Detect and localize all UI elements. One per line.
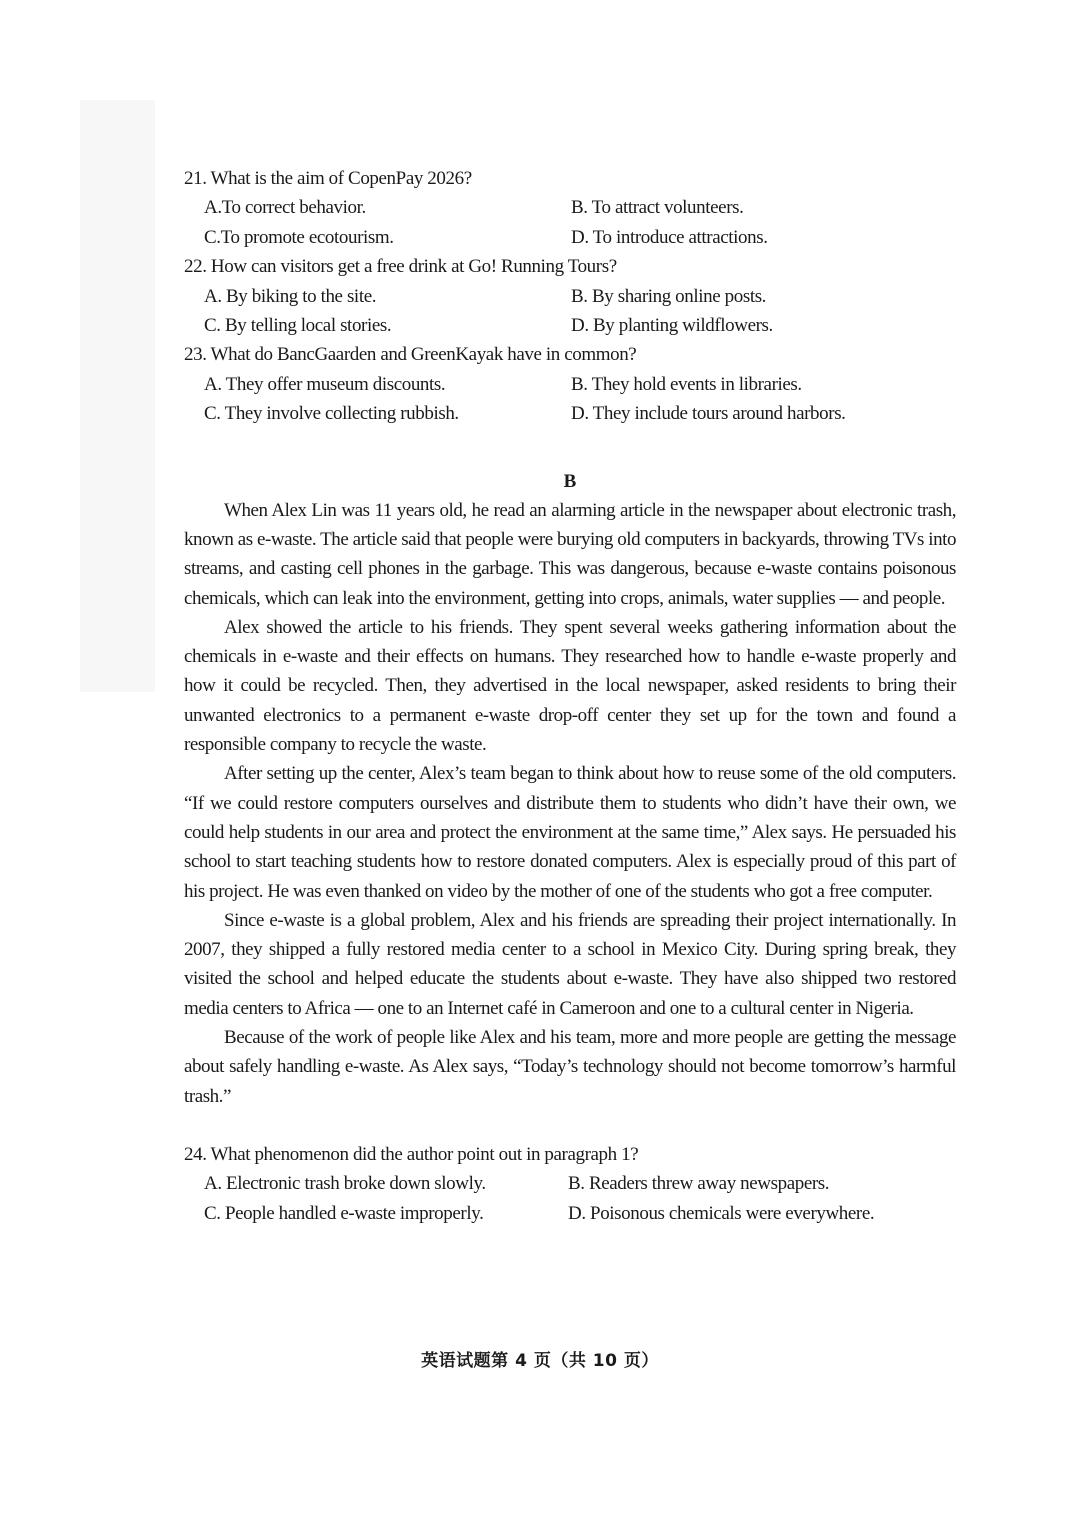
option-c: C. By telling local stories. bbox=[204, 315, 392, 337]
question-stem: 22. How can visitors get a free drink at Go! Running Tours? bbox=[184, 256, 617, 278]
option-grid bbox=[184, 282, 956, 341]
option-a: A. By biking to the site. bbox=[204, 285, 377, 307]
question-23 bbox=[184, 340, 956, 428]
section-title: B bbox=[563, 470, 577, 492]
paragraph-3: After setting up the center, Alex’s team began to think about how to reuse some of the old computers. “If we could restore computers ourselves and distribute them to students who didn’t have their own, we could help students in our area and protect the environment at the same time,” Alex says. He persuaded his school to start teaching students how to restore donated computers. Alex is especially proud of this part of his project. He was even thanked on video by the mother of one of the students who got a free computer. bbox=[184, 763, 956, 902]
paragraph-4: Since e-waste is a global problem, Alex and his friends are spreading their project internationally. In 2007, they shipped a fully restored media center to a school in Mexico City. During spring break, they visited the school and helped educate the students about e-waste. They have also shipped two restored media centers to Africa — one to an Internet café in Cameroon and one to a cultural center in Nigeria. bbox=[184, 909, 956, 1019]
option-c: C. People handled e-waste improperly. bbox=[204, 1202, 484, 1224]
option-grid bbox=[184, 193, 956, 252]
option-grid bbox=[184, 370, 956, 429]
option-c: C.To promote ecotourism. bbox=[204, 226, 394, 248]
option-d: D. Poisonous chemicals were everywhere. bbox=[568, 1202, 875, 1224]
question-24 bbox=[184, 1140, 956, 1228]
option-b: B. Readers threw away newspapers. bbox=[568, 1173, 830, 1195]
question-22 bbox=[184, 252, 956, 340]
paragraph-1: When Alex Lin was 11 years old, he read an alarming article in the newspaper about electronic trash, known as e-waste. The article said that people were burying old computers in backyards, throwing TVs into streams, and casting cell phones in the garbage. This was dangerous, because e-waste contains poisonous chemicals, which can leak into the environment, getting into crops, animals, water supplies — and people. bbox=[184, 499, 957, 609]
option-grid bbox=[184, 1169, 956, 1228]
question-21 bbox=[184, 164, 956, 252]
option-d: D. By planting wildflowers. bbox=[571, 315, 773, 337]
paragraph-2: Alex showed the article to his friends. They spent several weeks gathering information about the chemicals in e-waste and their effects on humans. They researched how to handle e-waste properly and how it could be recycled. Then, they advertised in the local newspaper, asked residents to bring their unwanted electronics to a permanent e-waste drop-off center they set up for the town and found a responsible company to recycle the waste. bbox=[184, 616, 956, 756]
option-a: A. They offer museum discounts. bbox=[204, 373, 446, 395]
reading-passage bbox=[184, 496, 956, 1111]
option-a: A. Electronic trash broke down slowly. bbox=[204, 1173, 486, 1195]
option-d: D. They include tours around harbors. bbox=[571, 403, 846, 425]
page-footer: 英语试题第 4 页（共 10 页） bbox=[421, 1351, 659, 1371]
option-b: B. They hold events in libraries. bbox=[571, 373, 802, 395]
question-stem: 21. What is the aim of CopenPay 2026? bbox=[184, 168, 472, 189]
option-b: B. By sharing online posts. bbox=[571, 285, 767, 307]
scan-shading bbox=[80, 100, 155, 692]
paragraph-5: Because of the work of people like Alex and his team, more and more people are getting the message about safely handling e-waste. As Alex says, “Today’s technology should not become tomorrow’s harmful trash.” bbox=[184, 1027, 956, 1107]
option-a: A.To correct behavior. bbox=[204, 197, 366, 219]
question-stem: 24. What phenomenon did the author point out in paragraph 1? bbox=[184, 1143, 639, 1165]
option-d: D. To introduce attractions. bbox=[571, 226, 768, 248]
option-c: C. They involve collecting rubbish. bbox=[204, 403, 459, 425]
question-stem: 23. What do BancGaarden and GreenKayak have in common? bbox=[184, 344, 637, 366]
exam-page bbox=[184, 164, 956, 1228]
option-b: B. To attract volunteers. bbox=[571, 197, 744, 219]
